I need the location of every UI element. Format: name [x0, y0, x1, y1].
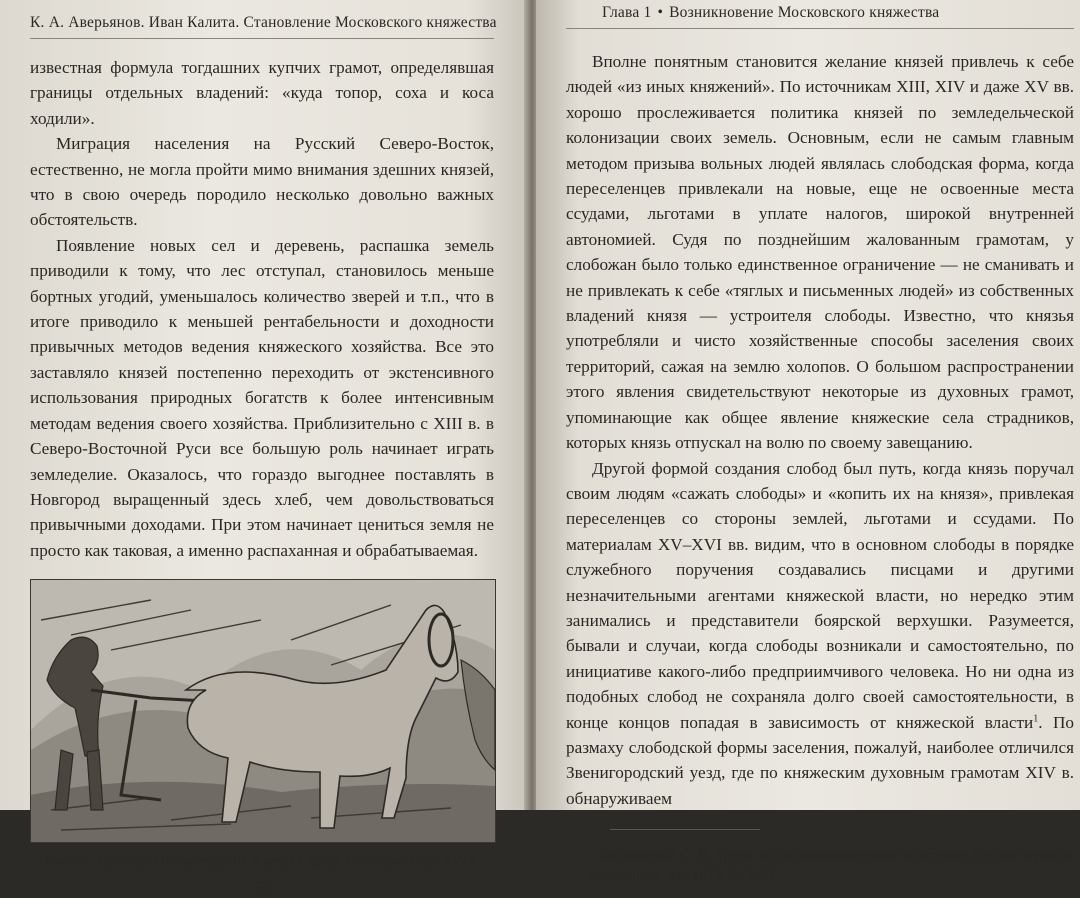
- figure-caption: Рис. 27. Пахота. Миниатюра из Жития Сергия Радонежского. XVI в.: [44, 853, 480, 870]
- right-page: [536, 0, 1080, 885]
- running-head-right: [566, 4, 1074, 29]
- right-body-text: [566, 49, 1074, 811]
- footnote-marker[interactable]: 1: [1033, 712, 1039, 724]
- chapter-label: Глава 1: [602, 4, 652, 21]
- left-page: [0, 0, 530, 898]
- paragraph: Появление новых сел и деревень, распашка земель приводили к тому, что лес отступал, становилось меньше бортных угодий, уменьшалось количество зверей и т.п., что в итоге приводило к меньшей рентабельности и доходности привычных методов ведения княжеского хозяйства. Все это заставляло князей постепенно переходить от экстенсивного использования природных богатств к более интенсивным методам ведения своего хозяйства. Приблизительно с XIII в. в Северо-Восточной Руси все большую роль начинает играть земледелие. Оказалось, что гораздо выгоднее поставлять в Новгород выращенный здесь хлеб, чем довольствоваться привычными доходами. При этом начинает цениться земля не просто как таковая, а именно распаханная и обрабатываемая.: [30, 235, 494, 560]
- paragraph-with-footnote: [566, 456, 1074, 812]
- paragraph: Вполне понятным становится желание князей привлечь к себе людей «из иных княжений». По источникам XIII, XIV и даже XV вв. хорошо прослеживается политика князей по земледельческой колонизации своих земель. Основным, если не самым главным методом призыва вольных людей являлась слободская форма, когда переселенцев привлекали на новые, еще не освоенные места ссудами, льготами в уплате налогов, широкой внутренней автономией. Судя по позднейшим жалованным грамотам, у слобожан было только единственное ограничение — не сманивать и не привлекать к себе «тяглых и письменных людей» из собственных владений князя — устроителя слободы. Известно, что князья употребляли и чисто хозяйственные способы заселения своих территорий, сажая на землю холопов. О большом распространении этого явления свидетельствуют некоторые из духовных грамот, упоминающие как общее явление княжеские села страдников, которых князь отпускал на волю по своему завещанию.: [566, 52, 1074, 453]
- footnote-text: Труды по источниковедению и истории России периода феодализма. М., 1978. С. 7–33.: [588, 847, 1070, 885]
- paragraph: известная формула тогдашних купчих грамот, определявшая границы отдельных владений: «куда топор, соха и коса ходили».: [30, 58, 494, 128]
- running-head-left: К. А. Аверьянов. Иван Калита. Становление Московского княжества: [30, 14, 494, 39]
- paragraph: Миграция населения на Русский Северо-Восток, естественно, не могла пройти мимо внимания здешних князей, что в свою очередь породило несколько довольно важных обстоятельств.: [30, 134, 494, 230]
- footnote-rule: [610, 829, 760, 830]
- left-body-text: [30, 55, 494, 563]
- separator-dot: •: [657, 4, 664, 21]
- paragraph-tail: . По размаху слободской формы заселения, пожалуй, наиболее отличился Звенигородский уезд, где по княжеским духовным грамотам XIV в. обнаруживаем: [566, 712, 1074, 808]
- paragraph-text: Другой формой создания слобод был путь, когда князь поручал своим людям «сажать слободы» и «копить их на князя», привлекая переселенцев со стороны землей, льготами и ссудами. По материалам XV–XVI вв. видим, что в основном слободы в порядке служебного поручения создавались писцами и другими незначительными агентами княжеской власти, но нередко этим занимались и представители боярской верхушки. Разумеется, бывали и случаи, когда слободы возникали и самостоятельно, по инициативе какого-либо предприимчивого человека. Но ни одна из подобных слобод не сохраняла долго своей самостоятельности, в конце концов попадая в зависимость от княжеской власти: [566, 458, 1074, 732]
- footnote-number: 1: [588, 845, 593, 857]
- chapter-title: Возникновение Московского княжества: [669, 4, 940, 21]
- footnote: [566, 840, 1074, 887]
- footnote-author: Веселовский С. Б.: [599, 847, 711, 864]
- page-number: 50: [254, 880, 270, 898]
- plowing-miniature-image: [31, 580, 495, 842]
- plowing-miniature-illustration: [30, 579, 496, 843]
